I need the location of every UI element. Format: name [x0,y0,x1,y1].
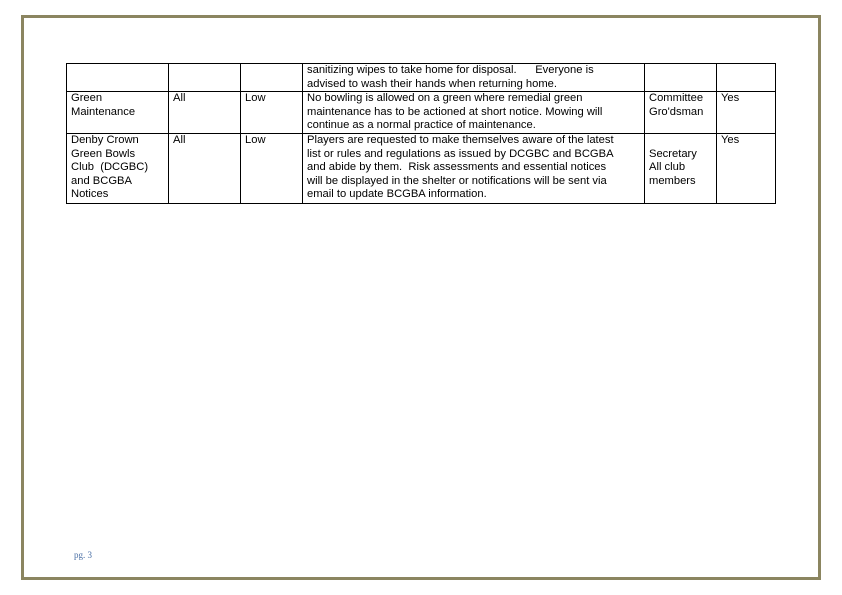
control-line: continue as a normal practice of maintenance. [307,119,536,131]
control-line: and abide by them. Risk assessments and essential notices [307,161,607,173]
hazard-cell [67,92,169,134]
control-measures-cell [303,92,645,134]
risk-assessment-table [66,63,776,204]
hazard-line: and BCGBA [71,174,132,187]
responsible-cell [645,92,717,134]
done-cell [717,64,776,92]
control-line: maintenance has to be actioned at short notice. Mowing will [307,105,603,118]
done-cell: Yes [717,134,776,204]
control-line: sanitizing wipes to take home for disposal. Everyone is [307,64,594,76]
responsible-line: Secretary [649,147,697,160]
hazard-line: Notices [71,188,109,200]
hazard-cell [67,64,169,92]
page-number: pg. 3 [74,550,92,560]
responsible-line [649,134,712,148]
risk-cell: Low [241,134,303,204]
responsible-cell [645,134,717,204]
risk-cell: Low [241,92,303,134]
who-cell: All [169,134,241,204]
responsible-line: All club [649,161,686,173]
risk-cell [241,64,303,92]
hazard-cell [67,134,169,204]
hazard-line: Green [71,92,103,104]
control-measures-cell [303,134,645,204]
control-line: will be displayed in the shelter or notifications will be sent via [307,174,607,187]
table-row [67,64,776,92]
responsible-line: Committee [649,92,704,104]
table-row [67,92,776,134]
control-measures-cell [303,64,645,92]
hazard-line: Club (DCGBC) [71,161,149,173]
responsible-line: members [649,174,696,187]
control-line: Players are requested to make themselves aware of the latest [307,134,614,146]
responsible-line: Gro'dsman [649,105,704,118]
hazard-line: Maintenance [71,105,136,118]
who-cell [169,64,241,92]
control-line: advised to wash their hands when returning home. [307,77,558,90]
who-cell: All [169,92,241,134]
done-cell: Yes [717,92,776,134]
table-row [67,134,776,204]
control-line: email to update BCGBA information. [307,188,487,200]
control-line: list or rules and regulations as issued by DCGBC and BCGBA [307,147,614,160]
control-line: No bowling is allowed on a green where remedial green [307,92,583,104]
hazard-line: Green Bowls [71,147,136,160]
hazard-line: Denby Crown [71,134,139,146]
responsible-cell [645,64,717,92]
